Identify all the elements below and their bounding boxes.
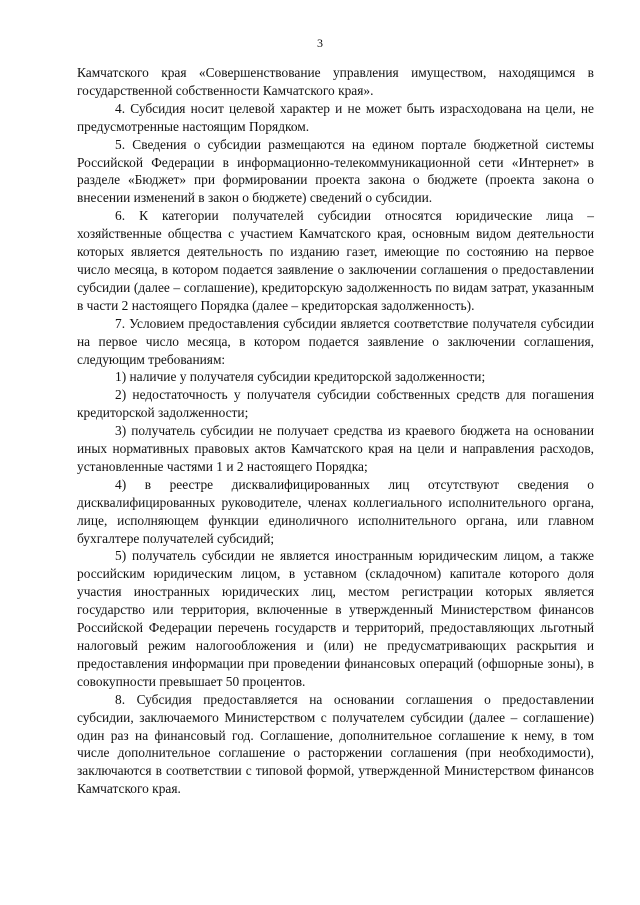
paragraph-item-7: 7. Условием предоставления субсидии является соответствие получателя субсидии на первое число месяца, в котором подается заявление о заключении соглашения, следующим требованиям:: [77, 315, 594, 367]
paragraph-item-5: 5. Сведения о субсидии размещаются на едином портале бюджетной системы Российской Федерации в информационно-телекоммуникационной сети «Интернет» в разделе «Бюджет» при формировании проекта закона о бюджете (проекта закона о внесении изменений в закон о бюджете) сведений о субсидии.: [77, 136, 594, 206]
requirement-1: 1) наличие у получателя субсидии кредиторской задолженности;: [115, 369, 486, 385]
paragraph-item-8: 8. Субсидия предоставляется на основании соглашения о предоставлении субсидии, заключаемого Министерством с получателем субсидии (далее – соглашение) один раз на финансовый год. Соглашение, дополнительное соглашение к нему, в том числе дополнительное соглашение о расторжении соглашения (при необходимости), заключаются в соответствии с типовой формой, утвержденной Министерством финансов Камчатского края.: [77, 691, 594, 797]
requirement-5: 5) получатель субсидии не является иностранным юридическим лицом, а также российским юридическим лицом, в уставном (складочном) капитале которого доля участия иностранных юридических лиц, местом регистрации которых является государство или территория, включенные в утвержденный Министерством финансов Российской Федерации перечень государств и территорий, предоставляющих льготный налоговый режим налогообложения и (или) не предусматривающих раскрытия и предоставления информации при проведении финансовых операций (офшорные зоны), в совокупности превышает 50 процентов.: [77, 548, 594, 689]
requirement-3: 3) получатель субсидии не получает средства из краевого бюджета на основании иных нормативных правовых актов Камчатского края на цели и направления расходов, установленные частями 1 и 2 настоящего Порядка;: [77, 423, 594, 474]
document-body: [77, 64, 594, 798]
paragraph-item-4: 4. Субсидия носит целевой характер и не может быть израсходована на цели, не предусмотренные настоящим Порядком.: [77, 100, 594, 134]
paragraph-continuation: Камчатского края «Совершенствование управления имуществом, находящимся в государственной собственности Камчатского края».: [77, 65, 594, 98]
paragraph-item-6: 6. К категории получателей субсидии относятся юридические лица – хозяйственные общества с участием Камчатского края, основным видом деятельности которых является деятельность по изданию газет, имеющие по состоянию на первое число месяца, в котором подается заявление о заключении соглашения о предоставлении субсидии (далее – соглашение), кредиторскую задолженность по видам затрат, указанным в части 2 настоящего Порядка (далее – кредиторская задолженность).: [77, 208, 594, 313]
requirement-4: 4) в реестре дисквалифицированных лиц отсутствуют сведения о дисквалифицированных руководителе, членах коллегиального исполнительного органа, лице, исполняющем функции единоличного исполнительного органа, или главном бухгалтере получателей субсидий;: [77, 476, 594, 546]
requirement-2: 2) недостаточность у получателя субсидии собственных средств для погашения кредиторской задолженности;: [77, 387, 594, 421]
page-number: 3: [317, 36, 323, 50]
